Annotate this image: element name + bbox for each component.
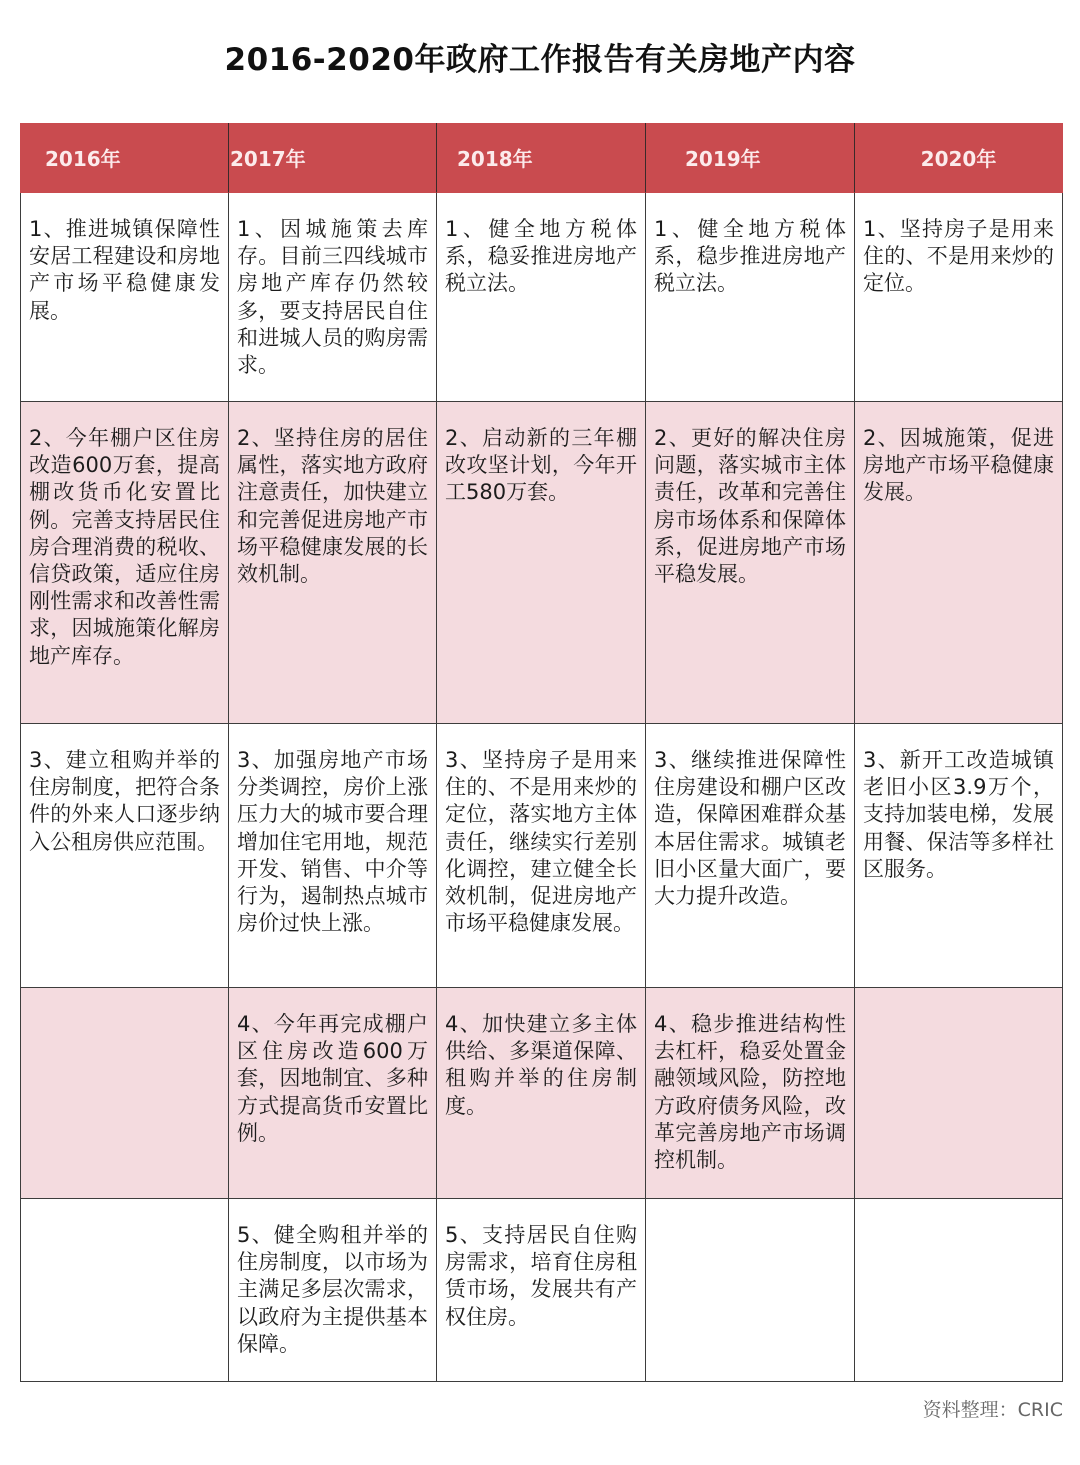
table-cell-empty <box>855 988 1063 1199</box>
table-cell: 1、因城施策去库存。目前三四线城市房地产库存仍然较多，要支持居民自住和进城人员的购房需求。 <box>229 193 437 402</box>
table-cell: 4、今年再完成棚户区住房改造600万套，因地制宜、多种方式提高货币安置比例。 <box>229 988 437 1199</box>
table-cell: 2、启动新的三年棚改攻坚计划，今年开工580万套。 <box>437 402 646 724</box>
table-cell: 4、加快建立多主体供给、多渠道保障、租购并举的住房制度。 <box>437 988 646 1199</box>
column-header-2018: 2018年 <box>437 123 646 193</box>
column-header-2016: 2016年 <box>20 123 229 193</box>
table-cell-empty <box>20 1199 229 1382</box>
table-cell-empty <box>20 988 229 1199</box>
table-cell: 5、支持居民自住购房需求，培育住房租赁市场，发展共有产权住房。 <box>437 1199 646 1382</box>
table-cell-empty <box>855 1199 1063 1382</box>
table-cell: 3、建立租购并举的住房制度，把符合条件的外来人口逐步纳入公租房供应范围。 <box>20 724 229 988</box>
page-title: 2016-2020年政府工作报告有关房地产内容 <box>224 42 856 78</box>
policy-comparison-table <box>20 123 1063 1382</box>
table-cell: 1、健全地方税体系，稳妥推进房地产税立法。 <box>437 193 646 402</box>
table-cell: 3、加强房地产市场分类调控，房价上涨压力大的城市要合理增加住宅用地，规范开发、销售、中介等行为，遏制热点城市房价过快上涨。 <box>229 724 437 988</box>
table-cell: 3、坚持房子是用来住的、不是用来炒的定位，落实地方主体责任，继续实行差别化调控，建立健全长效机制，促进房地产市场平稳健康发展。 <box>437 724 646 988</box>
table-cell: 2、今年棚户区住房改造600万套，提高棚改货币化安置比例。完善支持居民住房合理消费的税收、信贷政策，适应住房刚性需求和改善性需求，因城施策化解房地产库存。 <box>20 402 229 724</box>
table-cell: 1、健全地方税体系，稳步推进房地产税立法。 <box>646 193 855 402</box>
table-cell: 1、坚持房子是用来住的、不是用来炒的定位。 <box>855 193 1063 402</box>
source-note: 资料整理：CRIC <box>922 1399 1063 1421</box>
table-cell: 3、继续推进保障性住房建设和棚户区改造，保障困难群众基本居住需求。城镇老旧小区量大面广，要大力提升改造。 <box>646 724 855 988</box>
table-cell: 2、因城施策，促进房地产市场平稳健康发展。 <box>855 402 1063 724</box>
table-cell: 1、推进城镇保障性安居工程建设和房地产市场平稳健康发展。 <box>20 193 229 402</box>
table-cell: 2、更好的解决住房问题，落实城市主体责任，改革和完善住房市场体系和保障体系，促进房地产市场平稳发展。 <box>646 402 855 724</box>
table-cell: 3、新开工改造城镇老旧小区3.9万个，支持加装电梯，发展用餐、保洁等多样社区服务。 <box>855 724 1063 988</box>
table-cell: 5、健全购租并举的住房制度，以市场为主满足多层次需求，以政府为主提供基本保障。 <box>229 1199 437 1382</box>
table-cell-empty <box>646 1199 855 1382</box>
column-header-2020: 2020年 <box>855 123 1063 193</box>
column-header-2017: 2017年 <box>229 123 437 193</box>
column-header-2019: 2019年 <box>646 123 855 193</box>
table-cell: 2、坚持住房的居住属性，落实地方政府注意责任，加快建立和完善促进房地产市场平稳健康发展的长效机制。 <box>229 402 437 724</box>
table-cell: 4、稳步推进结构性去杠杆，稳妥处置金融领域风险，防控地方政府债务风险，改革完善房地产市场调控机制。 <box>646 988 855 1199</box>
